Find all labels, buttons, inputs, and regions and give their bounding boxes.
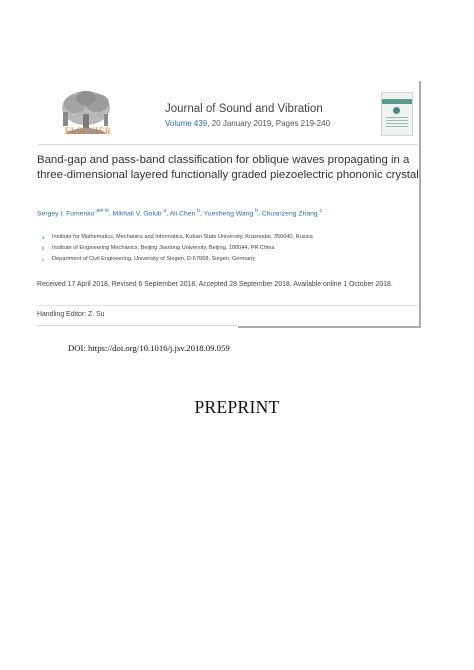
affiliation-item [42, 232, 422, 243]
handling-editor: Handling Editor: Z. Su [37, 311, 105, 318]
author-affil-mark: c [319, 208, 323, 214]
issue-pages: , 20 January 2019, Pages 219-240 [207, 119, 331, 128]
author-link[interactable]: Chuanzeng Zhang [261, 210, 318, 218]
affiliation-label: c [42, 257, 45, 262]
affiliation-text: Institute of Engineering Mechanics, Beijing Jiaotong University, Beijing, 100044, PR China [52, 245, 275, 251]
card-shadow-right [419, 81, 421, 328]
affiliation-label: a [42, 235, 45, 240]
journal-title[interactable]: Journal of Sound and Vibration [165, 103, 323, 115]
author-link[interactable]: Yuesheng Wang [203, 210, 254, 218]
article-title: Band-gap and pass-band classification for oblique waves propagating in a three-dimensional layered functionally graded piezoelectric phononic crystal [37, 154, 419, 181]
author-link[interactable]: Sergey I. Fomenko [37, 210, 95, 218]
preprint-stamp: PREPRINT [194, 397, 280, 417]
author-contact-icons[interactable]: ✉ ✉ [99, 208, 109, 214]
affiliation-item [42, 243, 422, 254]
author-affil-mark: b [255, 208, 258, 214]
affiliation-item [42, 254, 422, 265]
affiliation-text: Institute for Mathematics, Mechanics and Informatics, Kuban State University, Krasnodar, 350040, Russia [52, 234, 313, 240]
author-affil-mark: a [163, 208, 167, 214]
editor-divider [37, 305, 418, 306]
author-link[interactable]: Mikhail V. Golub [112, 210, 162, 218]
elsevier-logo-text: ELSEVIER [64, 126, 112, 136]
doi-line[interactable]: DOI: https://doi.org/10.1016/j.jsv.2018.09.059 [68, 343, 230, 353]
author-link[interactable]: Ali Chen [169, 210, 196, 218]
affiliation-label: b [42, 246, 45, 251]
card-border-bottom [37, 325, 238, 326]
publication-history: Received 17 April 2018, Revised 6 September 2018, Accepted 28 September 2018, Available online 1 October 2018. [37, 281, 393, 288]
journal-issue-info [165, 119, 330, 128]
affiliation-text: Department of Civil Engineering, University of Siegen, D-57068, Siegen, Germany [52, 256, 256, 262]
author-affil-mark: a [96, 208, 100, 214]
author-list: Sergey I. Fomenko $^{a✉ ✉}$, Mikhail V. Golub $^a$, Ali Chen $^b$, Yuesheng Wang $^b$, Chuanzeng Zhang $^c$ [37, 208, 323, 218]
card-shadow-bottom [238, 326, 421, 328]
volume-link[interactable]: Volume 439 [165, 119, 208, 128]
journal-cover-thumbnail-icon[interactable] [381, 92, 413, 136]
header-divider [38, 144, 418, 145]
affiliation-list [42, 232, 422, 265]
author-affil-mark: b [197, 208, 200, 214]
